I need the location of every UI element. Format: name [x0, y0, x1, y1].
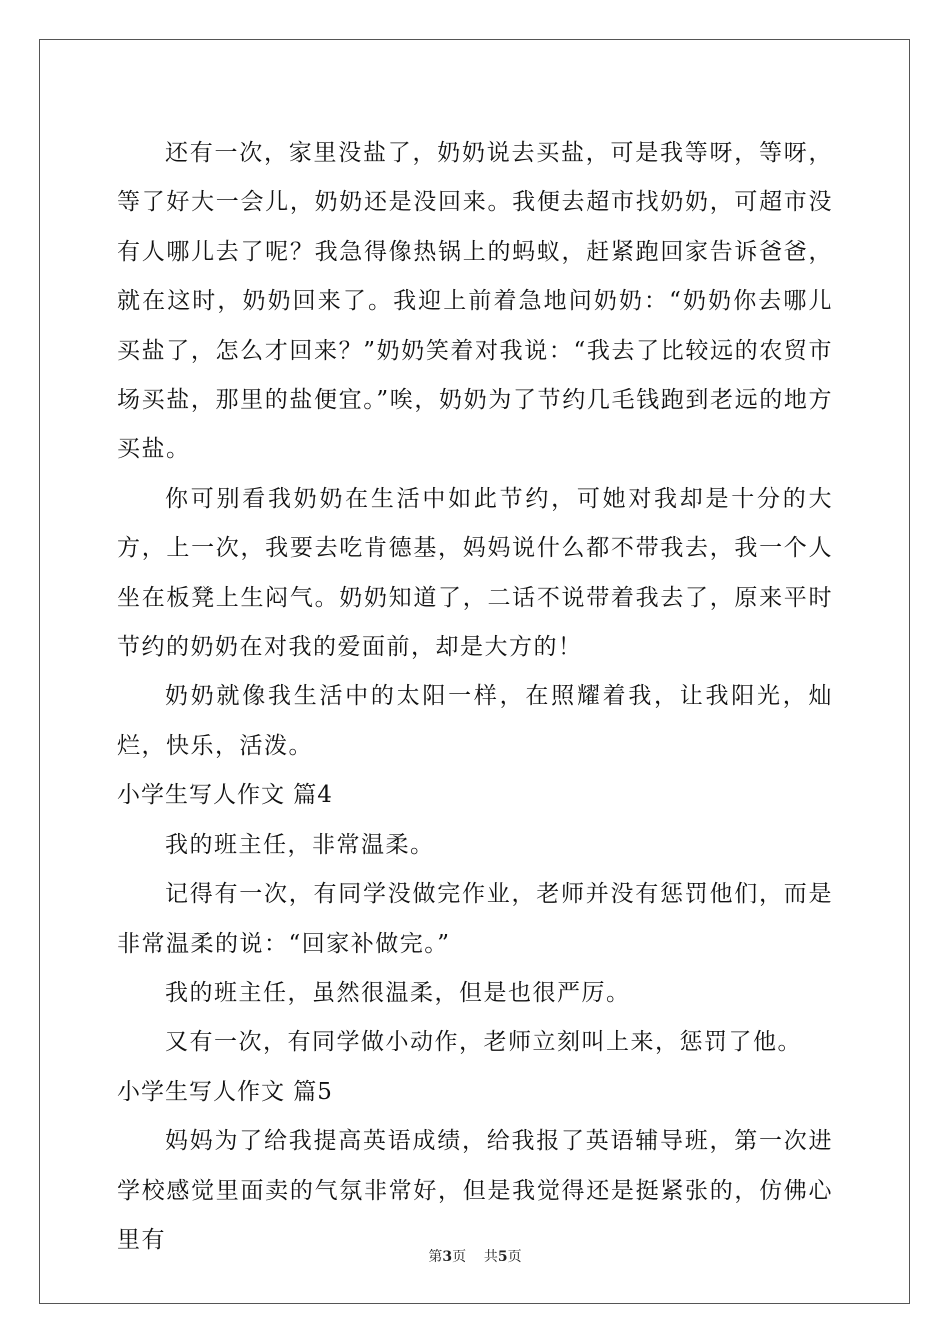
- page-total: 共5页: [483, 1249, 522, 1265]
- section-heading: 小学生写人作文 篇4: [117, 782, 333, 809]
- paragraph: 妈妈为了给我提高英语成绩，给我报了英语辅导班，第一次进学校感觉里面卖的气氛非常好，但是我觉得还是挺紧张的，仿佛心里有: [117, 1128, 833, 1253]
- document-body: [117, 129, 833, 1265]
- paragraph: 又有一次，有同学做小动作，老师立刻叫上来，惩罚了他。: [165, 1029, 802, 1056]
- paragraph: 你可别看我奶奶在生活中如此节约，可她对我却是十分的大方，上一次，我要去吃肯德基，妈妈说什么都不带我去，我一个人坐在板凳上生闷气。奶奶知道了，二话不说带着我去了，原来平时节约的奶奶在对我的爱面前，却是大方的！: [117, 485, 833, 661]
- page-number: 第3页: [428, 1249, 467, 1265]
- paragraph: 记得有一次，有同学没做完作业，老师并没有惩罚他们，而是非常温柔的说：“回家补做完。”: [117, 881, 833, 957]
- section-heading: 小学生写人作文 篇5: [117, 1078, 333, 1105]
- paragraph: 奶奶就像我生活中的太阳一样，在照耀着我，让我阳光，灿烂，快乐，活泼。: [117, 683, 833, 759]
- paragraph: 我的班主任，非常温柔。: [165, 831, 435, 858]
- paragraph: 我的班主任，虽然很温柔，但是也很严厉。: [165, 979, 631, 1006]
- page-footer: [0, 1246, 950, 1266]
- paragraph: 还有一次，家里没盐了，奶奶说去买盐，可是我等呀，等呀，等了好大一会儿，奶奶还是没回来。我便去超市找奶奶，可超市没有人哪儿去了呢？我急得像热锅上的蚂蚁，赶紧跑回家告诉爸爸，就在这时，奶奶回来了。我迎上前着急地问奶奶：“奶奶你去哪儿买盐了，怎么才回来？”奶奶笑着对我说：“我去了比较远的农贸市场买盐，那里的盐便宜。”唉，奶奶为了节约几毛钱跑到老远的地方买盐。: [117, 140, 833, 463]
